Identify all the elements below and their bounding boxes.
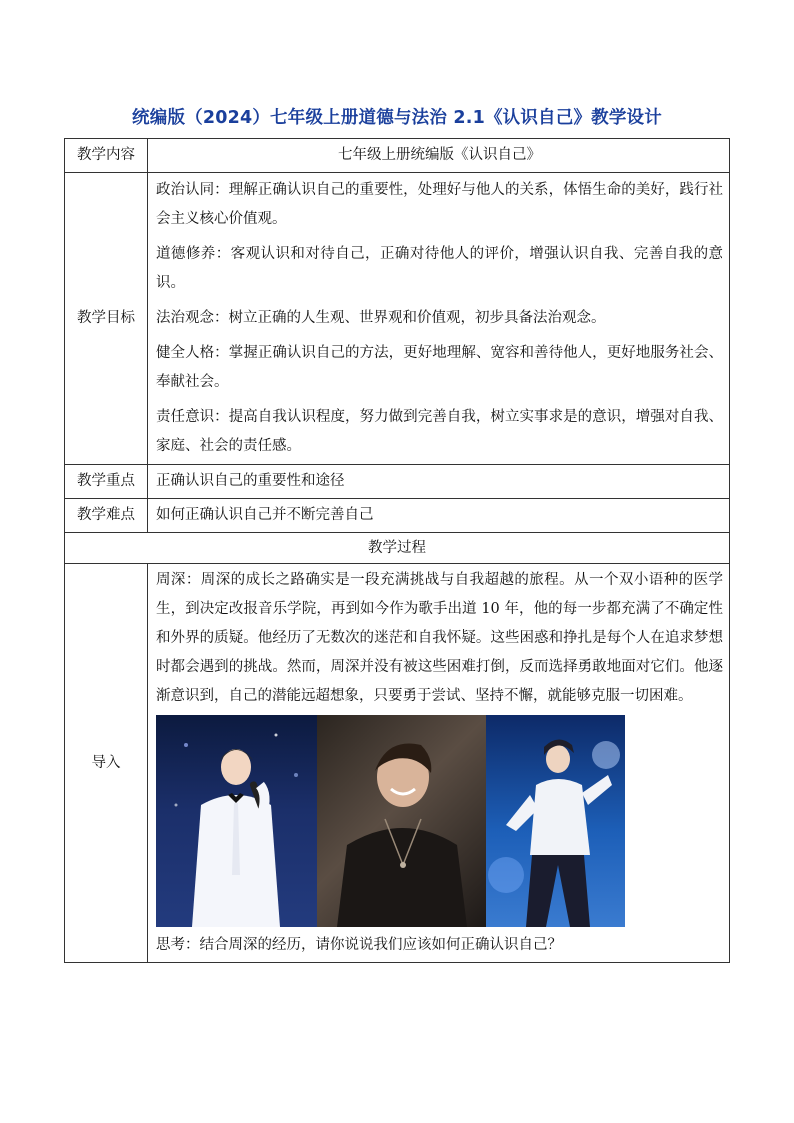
- goal-item: 政治认同：理解正确认识自己的重要性，处理好与他人的关系，体悟生命的美好，践行社会主义核心价值观。: [156, 182, 723, 227]
- photo-singer-stage: [486, 715, 625, 927]
- intro-question: 思考：结合周深的经历，请你说说我们应该如何正确认识自己？: [156, 937, 562, 953]
- label-content: 教学内容: [65, 139, 148, 173]
- row-intro: [65, 564, 730, 963]
- goal-item: 道德修养：客观认识和对待自己，正确对待他人的评价，增强认识自我、完善自我的意识。: [156, 246, 723, 291]
- label-goals: 教学目标: [65, 173, 148, 465]
- photo-strip: [156, 715, 723, 927]
- intro-text: 周深：周深的成长之路确实是一段充满挑战与自我超越的旅程。从一个双小语种的医学生，到决定改报音乐学院，再到如今作为歌手出道 10 年，他的每一步都充满了不确定性和外界的质疑。他经历了无数次的迷茫和自我怀疑。这些困惑和挣扎是每个人在追求梦想时都会遇到的挑战。然而，周深并没有被这些困难打倒，反而选择勇敢地面对它们。他逐渐意识到，自己的潜能远超想象，只要勇于尝试、坚持不懈，就能够克服一切困难。: [156, 572, 723, 704]
- goal-item: 法治观念：树立正确的人生观、世界观和价值观，初步具备法治观念。: [156, 310, 606, 326]
- value-intro: [148, 564, 730, 963]
- label-key-points: 教学重点: [65, 465, 148, 499]
- singer-stage-illustration: [486, 715, 625, 927]
- photo-singer-white-suit: [156, 715, 317, 927]
- value-key-points: 正确认识自己的重要性和途径: [148, 465, 730, 499]
- row-key-points: [65, 465, 730, 499]
- singer-white-suit-illustration: [156, 715, 317, 927]
- document-title: 统编版（2024）七年级上册道德与法治 2.1《认识自己》教学设计: [132, 108, 662, 128]
- label-intro: 导入: [65, 564, 148, 963]
- process-header: 教学过程: [65, 533, 730, 564]
- lesson-plan-table: [64, 138, 730, 963]
- goal-item: 健全人格：掌握正确认识自己的方法，更好地理解、宽容和善待他人，更好地服务社会、奉献社会。: [156, 345, 723, 390]
- singer-portrait-illustration: [317, 715, 486, 927]
- row-goals: [65, 173, 730, 465]
- value-goals: [148, 173, 730, 465]
- photo-singer-portrait: [317, 715, 486, 927]
- goal-item: 责任意识：提高自我认识程度，努力做到完善自我，树立实事求是的意识，增强对自我、家庭、社会的责任感。: [156, 409, 723, 454]
- row-difficulties: [65, 499, 730, 533]
- value-difficulties: 如何正确认识自己并不断完善自己: [148, 499, 730, 533]
- value-content: 七年级上册统编版《认识自己》: [148, 139, 730, 173]
- row-content: [65, 139, 730, 173]
- row-process: [65, 533, 730, 564]
- label-difficulties: 教学难点: [65, 499, 148, 533]
